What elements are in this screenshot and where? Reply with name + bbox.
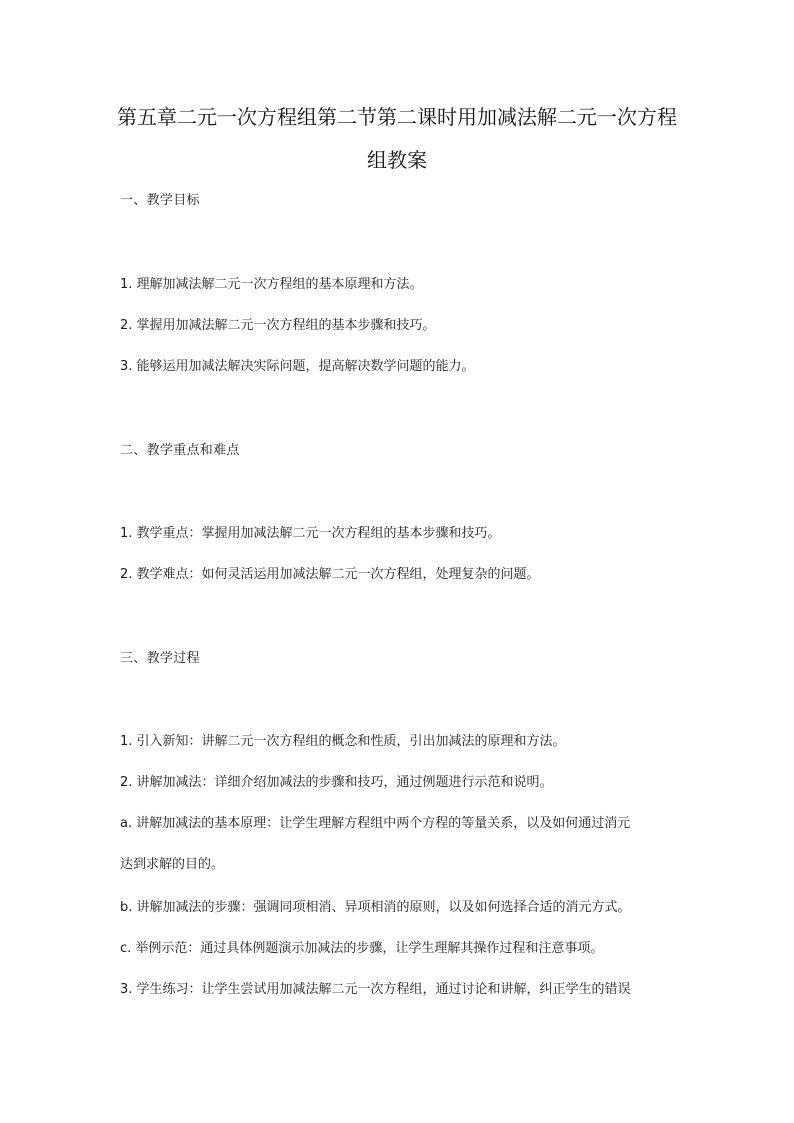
list-item: a. 讲解加减法的基本原理：让学生理解方程组中两个方程的等量关系，以及如何通过消元 <box>120 816 631 831</box>
page-title: 第五章二元一次方程组第二节第二课时用加减法解二元一次方程 <box>117 105 677 129</box>
list-item: 3. 学生练习：让学生尝试用加减法解二元一次方程组，通过讨论和讲解，纠正学生的错误 <box>120 982 631 997</box>
section-heading-key-points: 二、教学重点和难点 <box>120 443 240 458</box>
list-item: c. 举例示范：通过具体例题演示加减法的步骤，让学生理解其操作过程和注意事项。 <box>120 941 604 956</box>
section-heading-objectives: 一、教学目标 <box>120 193 200 208</box>
page-title-continuation: 组教案 <box>367 148 427 172</box>
list-item: 1. 教学重点：掌握用加减法解二元一次方程组的基本步骤和技巧。 <box>120 526 501 541</box>
list-item: 3. 能够运用加减法解决实际问题，提高解决数学问题的能力。 <box>120 359 475 374</box>
section-heading-process: 三、教学过程 <box>120 651 200 666</box>
list-item: 1. 理解加减法解二元一次方程组的基本原理和方法。 <box>120 277 423 292</box>
list-item: 2. 讲解加减法：详细介绍加减法的步骤和技巧，通过例题进行示范和说明。 <box>120 775 553 790</box>
list-item: 2. 掌握用加减法解二元一次方程组的基本步骤和技巧。 <box>120 318 436 333</box>
list-item: 2. 教学难点：如何灵活运用加减法解二元一次方程组，处理复杂的问题。 <box>120 567 540 582</box>
list-item: b. 讲解加减法的步骤：强调同项相消、异项相消的原则，以及如何选择合适的消元方式。 <box>120 900 631 915</box>
list-item: 1. 引入新知：讲解二元一次方程组的概念和性质，引出加减法的原理和方法。 <box>120 734 566 749</box>
list-item-continuation: 达到求解的目的。 <box>120 857 225 872</box>
